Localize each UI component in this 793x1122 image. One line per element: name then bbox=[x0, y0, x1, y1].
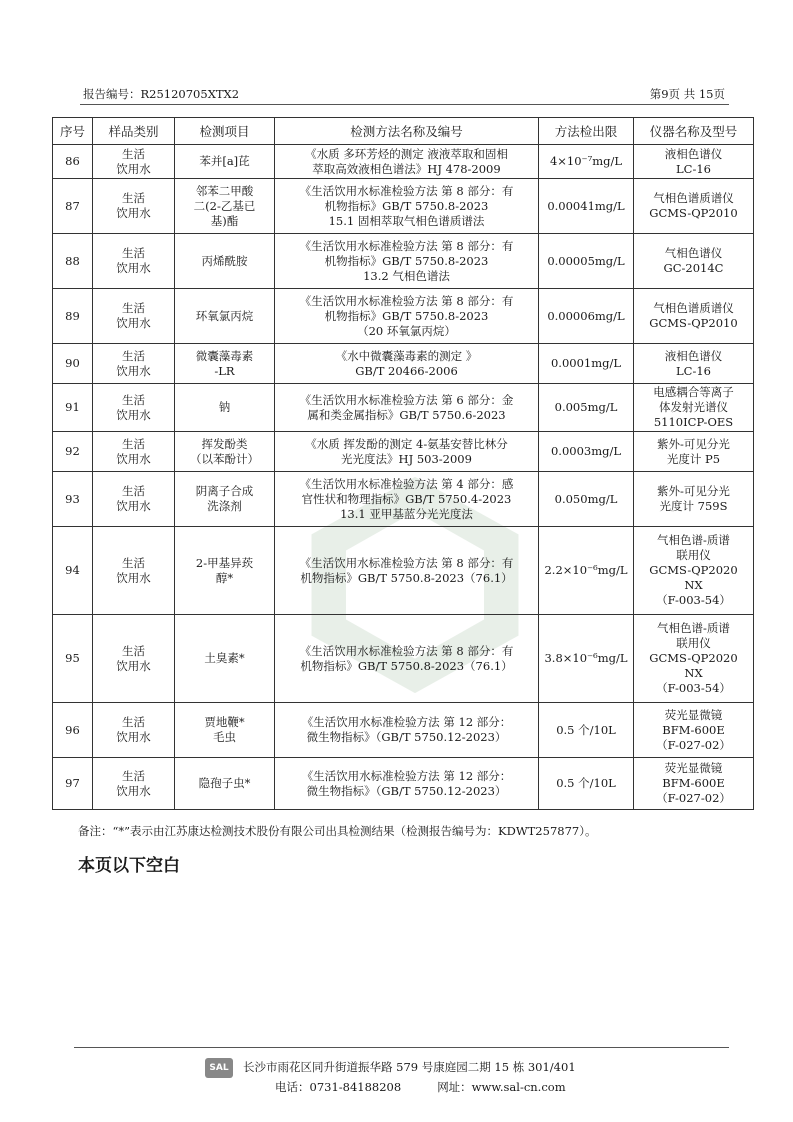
test-item-line: 2-甲基异莰 bbox=[195, 555, 254, 570]
table-row bbox=[53, 758, 754, 810]
test-method-line: 官性状和物理指标》GB/T 5750.4-2023 bbox=[301, 491, 512, 506]
row-number-cell: 96 bbox=[53, 703, 93, 758]
table-row bbox=[53, 472, 754, 527]
instrument-cell bbox=[634, 344, 754, 384]
sample-category-line: 饮用水 bbox=[116, 570, 151, 585]
test-item-cell bbox=[175, 344, 275, 384]
test-method-cell bbox=[275, 472, 539, 527]
test-item-line: 阴离子合成 bbox=[195, 484, 254, 498]
test-item-cell bbox=[175, 145, 275, 179]
table-row bbox=[53, 145, 754, 179]
detection-limit-cell: 0.00005mg/L bbox=[539, 234, 634, 289]
sample-category-line: 饮用水 bbox=[116, 658, 151, 673]
row-number-cell: 88 bbox=[53, 234, 93, 289]
sample-category-cell bbox=[93, 384, 175, 432]
row-number-cell: 94 bbox=[53, 527, 93, 615]
instrument-line: 气相色谱质谱仪 bbox=[653, 301, 734, 315]
table-row bbox=[53, 432, 754, 472]
instrument-line: 光度计 P5 bbox=[666, 451, 721, 466]
row-number-cell: 92 bbox=[53, 432, 93, 472]
instrument-line: 气相色谱-质谱 bbox=[657, 621, 730, 635]
instrument-cell bbox=[634, 179, 754, 234]
detection-limit-cell: 0.5 个/10L bbox=[539, 758, 634, 810]
sample-category-cell bbox=[93, 615, 175, 703]
test-method-line: 萃取高效液相色谱法》HJ 478-2009 bbox=[312, 161, 501, 176]
sample-category-line: 生活 bbox=[122, 768, 145, 783]
test-method-line: 13.2 气相色谱法 bbox=[363, 268, 450, 283]
table-row bbox=[53, 344, 754, 384]
test-method-line: 微生物指标》（GB/T 5750.12-2023） bbox=[306, 783, 507, 798]
test-method-line: 《生活饮用水标准检验方法 第 8 部分：有 bbox=[299, 643, 514, 658]
company-contact bbox=[275, 1079, 602, 1095]
detection-limit-cell: 4×10⁻⁷mg/L bbox=[539, 145, 634, 179]
test-method-line: 《生活饮用水标准检验方法 第 4 部分：感 bbox=[299, 476, 514, 491]
instrument-cell bbox=[634, 384, 754, 432]
sample-category-line: 生活 bbox=[122, 146, 145, 161]
test-method-cell bbox=[275, 289, 539, 344]
test-method-line: GB/T 20466-2006 bbox=[355, 363, 458, 378]
sample-category-cell bbox=[93, 289, 175, 344]
instrument-line: 紫外-可见分光 bbox=[657, 436, 730, 451]
header-divider bbox=[80, 104, 729, 105]
test-method-line: 《生活饮用水标准检验方法 第 8 部分：有 bbox=[299, 183, 514, 198]
test-method-line: 《生活饮用水标准检验方法 第 8 部分：有 bbox=[299, 293, 514, 308]
test-method-cell bbox=[275, 145, 539, 179]
test-item-cell bbox=[175, 527, 275, 615]
test-item-line: 苯并[a]芘 bbox=[199, 154, 250, 168]
instrument-cell bbox=[634, 615, 754, 703]
test-item-cell bbox=[175, 703, 275, 758]
test-item-line: 隐孢子虫* bbox=[198, 776, 251, 790]
test-method-line: 机物指标》GB/T 5750.8-2023 bbox=[324, 253, 489, 268]
sample-category-line: 饮用水 bbox=[116, 730, 151, 744]
test-method-cell bbox=[275, 384, 539, 432]
report-number-value: R25120705XTX2 bbox=[140, 87, 240, 101]
test-item-line: 贾地鞭* bbox=[204, 715, 245, 729]
table-header-row bbox=[53, 118, 754, 145]
test-method-cell bbox=[275, 615, 539, 703]
detection-limit-cell: 2.2×10⁻⁶mg/L bbox=[539, 527, 634, 615]
test-method-cell bbox=[275, 432, 539, 472]
sample-category-line: 饮用水 bbox=[116, 783, 151, 798]
test-method-cell bbox=[275, 527, 539, 615]
company-logo: SAL bbox=[205, 1058, 233, 1078]
instrument-line: GCMS-QP2020 bbox=[649, 651, 738, 665]
sample-category-line: 饮用水 bbox=[116, 499, 151, 513]
instrument-cell bbox=[634, 527, 754, 615]
test-item-line: 微囊藻毒素 bbox=[195, 348, 254, 363]
row-number-cell: 86 bbox=[53, 145, 93, 179]
sample-category-line: 饮用水 bbox=[116, 316, 151, 330]
test-method-cell bbox=[275, 703, 539, 758]
test-item-cell bbox=[175, 289, 275, 344]
test-method-cell bbox=[275, 179, 539, 234]
row-number-cell: 87 bbox=[53, 179, 93, 234]
test-item-line: 丙烯酰胺 bbox=[201, 253, 248, 268]
instrument-cell bbox=[634, 758, 754, 810]
column-header: 仪器名称及型号 bbox=[634, 118, 754, 145]
sample-category-line: 生活 bbox=[122, 484, 145, 498]
test-item-cell bbox=[175, 615, 275, 703]
test-item-cell bbox=[175, 472, 275, 527]
instrument-cell bbox=[634, 472, 754, 527]
test-method-line: 《水质 多环芳烃的测定 液液萃取和固相 bbox=[305, 146, 508, 161]
detection-limit-cell: 0.00041mg/L bbox=[539, 179, 634, 234]
row-number-cell: 89 bbox=[53, 289, 93, 344]
test-method-line: 《生活饮用水标准检验方法 第 12 部分： bbox=[301, 715, 512, 729]
instrument-cell bbox=[634, 289, 754, 344]
sample-category-line: 生活 bbox=[122, 392, 145, 407]
test-item-line: 挥发酚类 bbox=[201, 436, 248, 451]
test-item-line: -LR bbox=[214, 363, 235, 378]
instrument-cell bbox=[634, 432, 754, 472]
test-item-line: 基)酯 bbox=[210, 213, 239, 228]
test-method-table bbox=[52, 117, 754, 810]
test-method-cell bbox=[275, 234, 539, 289]
test-method-cell bbox=[275, 758, 539, 810]
test-method-line: 机物指标》GB/T 5750.8-2023 bbox=[324, 198, 489, 213]
page-indicator: 第9页 共 15页 bbox=[649, 87, 725, 101]
instrument-line: GCMS-QP2020 bbox=[649, 563, 738, 577]
table-row bbox=[53, 179, 754, 234]
test-method-line: （20 环氧氯丙烷） bbox=[357, 323, 456, 338]
sample-category-line: 生活 bbox=[122, 436, 145, 451]
column-header: 样品类别 bbox=[93, 118, 175, 145]
instrument-line: 气相色谱质谱仪 bbox=[653, 191, 734, 205]
instrument-line: 气相色谱-质谱 bbox=[657, 533, 730, 547]
remarks: 备注：“*”表示由江苏康达检测技术股份有限公司出具检测结果（检测报告编号为：KDWT257877）。 bbox=[78, 824, 597, 838]
test-item-line: 邻苯二甲酸 bbox=[195, 183, 254, 198]
instrument-line: NX bbox=[684, 578, 703, 592]
instrument-cell bbox=[634, 703, 754, 758]
sample-category-cell bbox=[93, 234, 175, 289]
sample-category-line: 生活 bbox=[122, 715, 145, 729]
instrument-line: BFM-600E bbox=[662, 776, 725, 790]
row-number-cell: 90 bbox=[53, 344, 93, 384]
column-header: 检测方法名称及编号 bbox=[275, 118, 539, 145]
instrument-line: 联用仪 bbox=[676, 548, 711, 562]
test-method-line: 《水质 挥发酚的测定 4-氨基安替比林分 bbox=[305, 436, 508, 451]
instrument-line: 体发射光谱仪 bbox=[659, 400, 728, 414]
test-method-line: 《生活饮用水标准检验方法 第 8 部分：有 bbox=[299, 238, 514, 253]
column-header: 序号 bbox=[53, 118, 93, 145]
sample-category-cell bbox=[93, 344, 175, 384]
company-website: 网址：www.sal-cn.com bbox=[437, 1080, 566, 1094]
sample-category-line: 饮用水 bbox=[116, 363, 151, 378]
row-number-cell: 97 bbox=[53, 758, 93, 810]
test-method-line: 属和类金属指标》GB/T 5750.6-2023 bbox=[307, 407, 506, 422]
instrument-line: BFM-600E bbox=[662, 722, 725, 737]
sample-category-line: 生活 bbox=[122, 348, 145, 363]
table-row bbox=[53, 615, 754, 703]
report-number-label: 报告编号： bbox=[83, 87, 141, 101]
instrument-cell bbox=[634, 234, 754, 289]
table-row bbox=[53, 527, 754, 615]
sample-category-cell bbox=[93, 179, 175, 234]
instrument-line: 液相色谱仪 bbox=[664, 146, 723, 161]
test-method-line: 15.1 固相萃取气相色谱质谱法 bbox=[328, 213, 485, 228]
test-item-line: 土臭素* bbox=[204, 651, 245, 665]
table-row bbox=[53, 384, 754, 432]
table-row bbox=[53, 234, 754, 289]
table-row bbox=[53, 703, 754, 758]
sample-category-line: 饮用水 bbox=[116, 407, 151, 422]
test-method-line: 微生物指标》（GB/T 5750.12-2023） bbox=[306, 730, 507, 744]
detection-limit-cell: 0.005mg/L bbox=[539, 384, 634, 432]
instrument-line: 5110ICP-OES bbox=[653, 415, 734, 429]
sample-category-cell bbox=[93, 145, 175, 179]
test-item-cell bbox=[175, 179, 275, 234]
test-item-cell bbox=[175, 758, 275, 810]
sample-category-line: 饮用水 bbox=[116, 206, 151, 220]
sample-category-line: 生活 bbox=[122, 191, 145, 205]
instrument-line: GCMS-QP2010 bbox=[649, 316, 738, 330]
detection-limit-cell: 0.0001mg/L bbox=[539, 344, 634, 384]
detection-limit-cell: 0.5 个/10L bbox=[539, 703, 634, 758]
sample-category-cell bbox=[93, 527, 175, 615]
sample-category-cell bbox=[93, 703, 175, 758]
instrument-line: 荧光显微镜 bbox=[664, 707, 723, 722]
sample-category-line: 生活 bbox=[122, 246, 145, 260]
company-phone: 电话：0731-84188208 bbox=[275, 1080, 402, 1094]
test-item-cell bbox=[175, 234, 275, 289]
test-method-line: 光光度法》HJ 503-2009 bbox=[341, 451, 472, 466]
sample-category-line: 生活 bbox=[122, 643, 145, 658]
sample-category-line: 生活 bbox=[122, 301, 145, 315]
instrument-line: NX bbox=[684, 666, 703, 680]
instrument-line: （F-027-02） bbox=[656, 737, 731, 752]
detection-limit-cell: 3.8×10⁻⁶mg/L bbox=[539, 615, 634, 703]
instrument-line: （F-003-54） bbox=[656, 681, 731, 695]
detection-limit-cell: 0.050mg/L bbox=[539, 472, 634, 527]
table-body bbox=[53, 145, 754, 810]
test-method-line: 机物指标》GB/T 5750.8-2023 bbox=[324, 308, 489, 323]
blank-notice: 本页以下空白 bbox=[78, 856, 180, 876]
detection-limit-cell: 0.0003mg/L bbox=[539, 432, 634, 472]
test-method-line: 机物指标》GB/T 5750.8-2023（76.1） bbox=[300, 658, 513, 673]
instrument-line: 光度计 759S bbox=[659, 499, 728, 513]
test-item-line: 洗涤剂 bbox=[207, 499, 242, 513]
row-number-cell: 95 bbox=[53, 615, 93, 703]
instrument-line: 荧光显微镜 bbox=[664, 761, 723, 775]
test-item-cell bbox=[175, 384, 275, 432]
instrument-line: 液相色谱仪 bbox=[664, 348, 723, 363]
test-item-line: 环氧氯丙烷 bbox=[195, 308, 254, 323]
instrument-line: 联用仪 bbox=[676, 636, 711, 650]
instrument-cell bbox=[634, 145, 754, 179]
instrument-line: （F-027-02） bbox=[656, 791, 731, 805]
row-number-cell: 91 bbox=[53, 384, 93, 432]
test-item-line: 毛虫 bbox=[213, 730, 236, 744]
test-item-line: 二(2-乙基已 bbox=[193, 198, 256, 213]
sample-category-cell bbox=[93, 432, 175, 472]
footer-divider bbox=[74, 1047, 729, 1048]
instrument-line: 电感耦合等离子 bbox=[653, 385, 734, 399]
test-item-cell bbox=[175, 432, 275, 472]
test-method-line: 机物指标》GB/T 5750.8-2023（76.1） bbox=[300, 570, 513, 585]
detection-limit-cell: 0.00006mg/L bbox=[539, 289, 634, 344]
report-number bbox=[83, 86, 239, 102]
test-item-line: 钠 bbox=[218, 400, 231, 414]
instrument-line: （F-003-54） bbox=[656, 593, 731, 607]
instrument-line: 气相色谱仪 bbox=[664, 246, 723, 260]
test-method-line: 《生活饮用水标准检验方法 第 8 部分：有 bbox=[299, 555, 514, 570]
table-row bbox=[53, 289, 754, 344]
test-method-line: 《生活饮用水标准检验方法 第 6 部分：金 bbox=[299, 392, 514, 407]
test-item-line: （以苯酚计） bbox=[190, 451, 259, 466]
test-method-line: 《水中微囊藻毒素的测定 》 bbox=[335, 348, 478, 363]
sample-category-line: 饮用水 bbox=[116, 161, 151, 176]
instrument-line: GCMS-QP2010 bbox=[649, 206, 738, 220]
test-method-line: 《生活饮用水标准检验方法 第 12 部分： bbox=[301, 768, 512, 783]
instrument-line: LC-16 bbox=[676, 161, 711, 176]
instrument-line: GC-2014C bbox=[663, 261, 724, 275]
sample-category-line: 饮用水 bbox=[116, 261, 151, 275]
instrument-line: 紫外-可见分光 bbox=[657, 484, 730, 498]
sample-category-line: 生活 bbox=[122, 555, 145, 570]
test-method-line: 13.1 亚甲基蓝分光光度法 bbox=[340, 506, 473, 521]
sample-category-cell bbox=[93, 472, 175, 527]
column-header: 方法检出限 bbox=[539, 118, 634, 145]
company-address: 长沙市雨花区同升街道振华路 579 号康庭园二期 15 栋 301/401 bbox=[243, 1060, 576, 1074]
sample-category-line: 饮用水 bbox=[116, 451, 151, 466]
sample-category-cell bbox=[93, 758, 175, 810]
test-item-line: 醇* bbox=[215, 570, 234, 585]
column-header: 检测项目 bbox=[175, 118, 275, 145]
row-number-cell: 93 bbox=[53, 472, 93, 527]
test-method-cell bbox=[275, 344, 539, 384]
instrument-line: LC-16 bbox=[676, 363, 711, 378]
